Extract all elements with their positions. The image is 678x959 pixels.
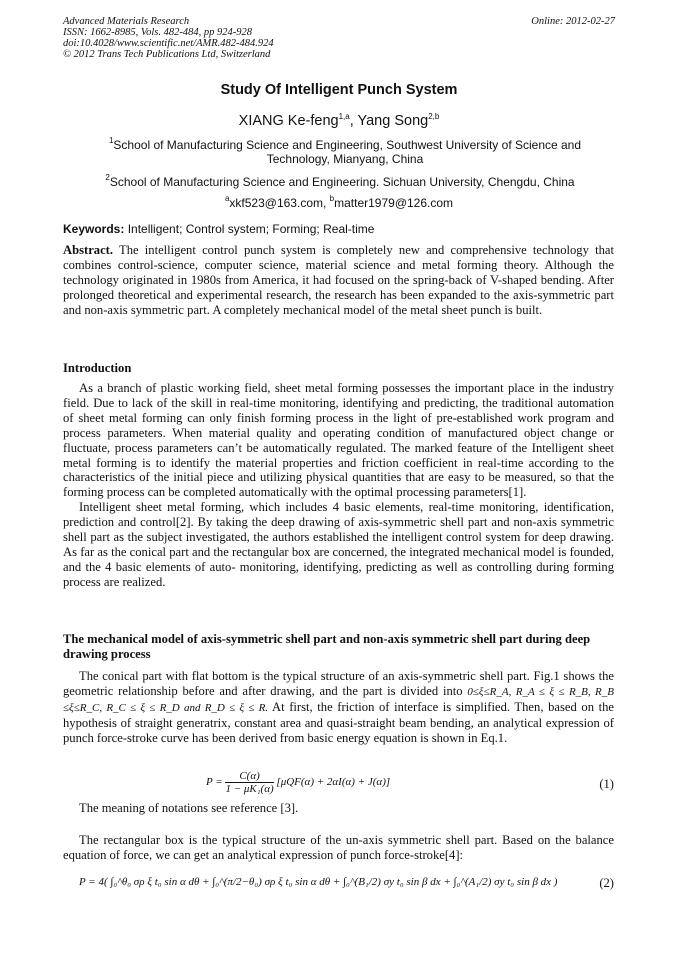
email-a-marker: a: [224, 194, 230, 203]
s2-p1-before: The conical part with flat bottom is the typical structure of an axis-symmetric shell part. Fig.1 shows the geometric relationship before and after drawing, and the part is divided into: [63, 669, 614, 698]
author-emails: [0, 196, 678, 210]
section-2-paragraph-2: [63, 833, 614, 863]
abstract: [63, 243, 614, 318]
introduction-heading: Introduction: [63, 361, 132, 375]
equation-1-number: (1): [599, 777, 614, 791]
email-b[interactable]: matter1979@126.com: [334, 196, 454, 210]
notation-note: The meaning of notations see reference [3].: [79, 801, 299, 815]
author-2-affil: 2,b: [428, 112, 440, 121]
section-2-heading: The mechanical model of axis-symmetric shell part and non-axis symmetric shell part during deep drawing process: [63, 632, 591, 661]
paper-title: Study Of Intelligent Punch System: [220, 82, 458, 98]
author-1: XIANG Ke-feng: [238, 113, 339, 129]
copyright-line: © 2012 Trans Tech Publications Ltd, Switzerland: [63, 49, 271, 60]
intro-paragraph-2: Intelligent sheet metal forming, which includes 4 basic elements, real-time monitoring, identification, prediction and control[2]. By taking the deep drawing of axis-symmetric shell part and non-axis symmetric shell part as the subject investigated, the authors established the intelligent control system for deep drawing. As far as the conical part and the rectangular box are concerned, the integrated mechanical model is founded, and the 4 basic elements of auto- monitoring, identifying, predicting as well as controlling during forming process are realized.: [63, 500, 614, 589]
eq1-denominator: 1 − μK₁(α): [225, 783, 274, 795]
affiliation-1: [90, 138, 600, 166]
affiliation-2-text: School of Manufacturing Science and Engineering. Sichuan University, Chengdu, China: [109, 175, 575, 189]
author-separator: ,: [349, 113, 358, 129]
doi-line: doi:10.4028/www.scientific.net/AMR.482-484.924: [63, 38, 274, 49]
email-b-marker: b: [329, 194, 335, 203]
eq1-rhs: [μQF(α) + 2αI(α) + J(α)]: [276, 776, 391, 789]
s2-p2-text: The rectangular box is the typical structure of the un-axis symmetric shell part. Based on the balance equation of force, we can get an analytical expression of punch force-stroke[4]:: [63, 833, 614, 862]
keywords-text: Intelligent; Control system; Forming; Real-time: [124, 222, 375, 236]
affiliation-1-text: School of Manufacturing Science and Engineering, Southwest University of Science and Technology, Mianyang, China: [113, 138, 582, 166]
author-list: [0, 113, 678, 129]
introduction-body: [63, 381, 614, 590]
affiliation-2-marker: 2: [105, 173, 110, 182]
equation-2: P = 4( ∫₀^θ₀ σρ ξ t₀ sin α dθ + ∫₀^(π/2−θ₀) σρ ξ t₀ sin α dθ + ∫₀^(B₁/2) σy t₀ sin β dx + ∫₀^(A₁/2) σy t₀ sin β dx ): [79, 876, 558, 888]
eq1-fraction: [225, 770, 273, 795]
eq1-lhs: P =: [206, 776, 223, 789]
intro-paragraph-1: As a branch of plastic working field, sheet metal forming possesses the important place in the industry field. Due to lack of the skill in real-time monitoring, identifying and predicting, the traditional automation of sheet metal forming can only finish forming process in the light of pre-established work program and process parameters. When material quality and operating condition of manufactured object change or fluctuate, process parameters can’t be automatically regulated. The marked feature of the Intelligent sheet metal forming is to identify the material properties and friction coefficient in real-time according to the characteristics of the initial piece and utilizing physical quantities that are easy to be measured, so that the forming process can be completed automatically with the optimal processing parameters[1].: [63, 381, 614, 500]
affiliation-1-marker: 1: [108, 136, 114, 145]
region-inequalities: 0≤ξ≤R_A, R_A ≤ ξ ≤ R_B, R_B ≤ξ≤R_C, R_C ≤ ξ ≤ R_D and R_D ≤ ξ ≤ R.: [63, 685, 614, 714]
online-date: Online: 2012-02-27: [531, 16, 615, 27]
keywords-label: Keywords:: [63, 222, 125, 236]
affiliation-2: [40, 175, 640, 189]
issn-line: ISSN: 1662-8985, Vols. 482-484, pp 924-928: [63, 27, 252, 38]
equation-1: [206, 770, 390, 795]
abstract-label: Abstract.: [63, 243, 114, 257]
section-2-paragraph-1: [63, 669, 614, 746]
author-1-affil: 1,a: [338, 112, 350, 121]
journal-name: Advanced Materials Research: [63, 16, 190, 27]
email-a[interactable]: xkf523@163.com,: [229, 196, 330, 210]
abstract-text: The intelligent control punch system is completely new and comprehensive technology that combines control-science, computer science, material science and metal forming theory. Although the technology originated in 1980s from America, it had focused on the spring-back of V-shaped bending. After prolonged theoretical and experimental research, the research has been expanded to the axis-symmetric part and non-axis symmetric part. A completely mechanical model of the metal sheet punch is built.: [63, 243, 614, 317]
keywords: [63, 222, 374, 236]
author-2: Yang Song: [357, 113, 429, 129]
eq1-numerator: C(α): [225, 770, 273, 783]
s2-p1-after: At first, the friction of interface is simplified. Then, based on the hypothesis of straight generatrix, constant area and quasi-straight beam bending, an analytical expression of punch force-stroke curve has been derived from basic energy equation is shown in Eq.1.: [63, 699, 615, 745]
equation-2-number: (2): [599, 876, 614, 890]
